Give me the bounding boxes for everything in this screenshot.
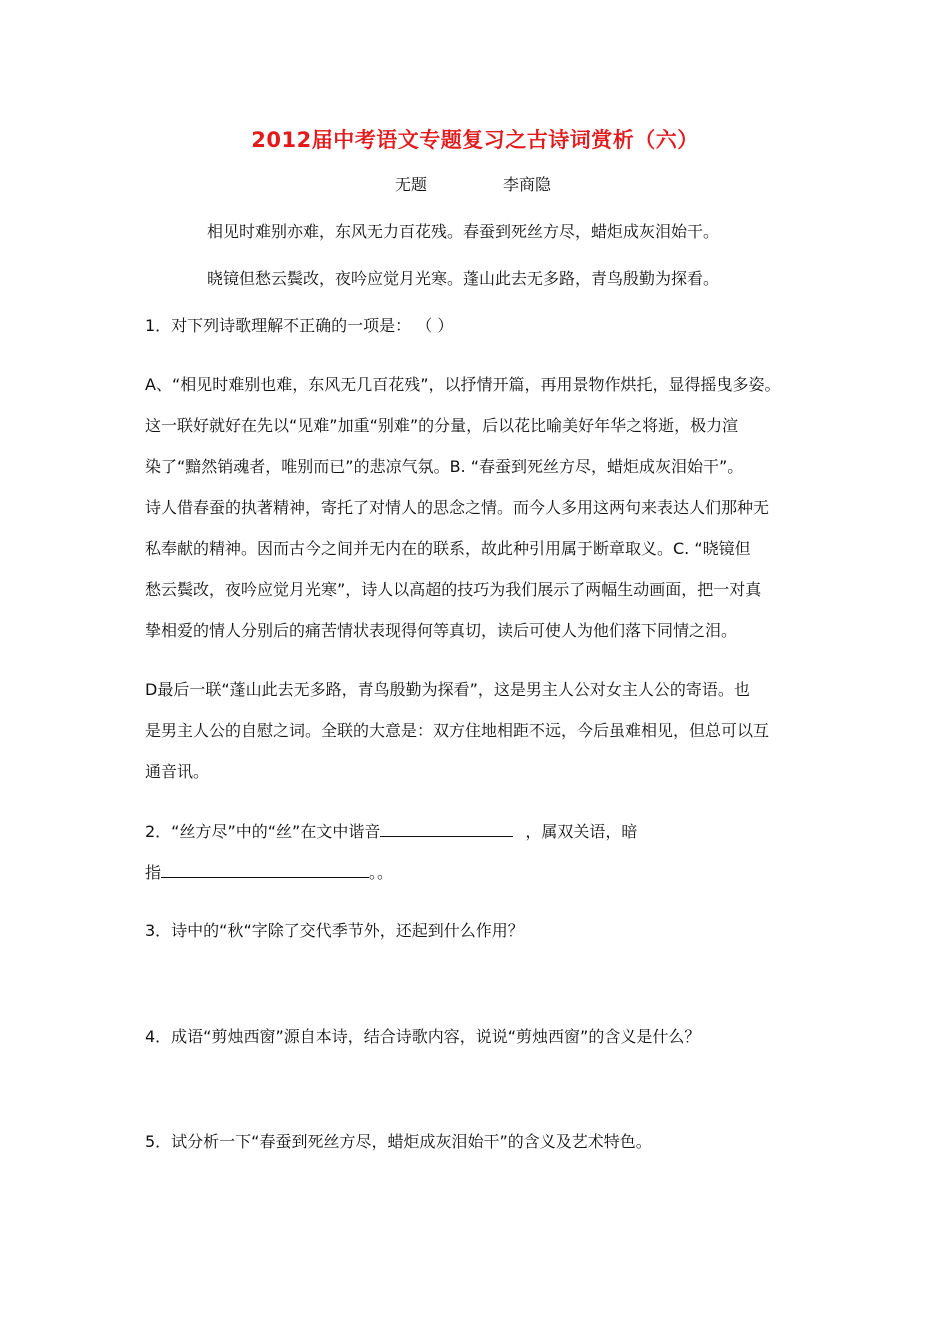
- answer-blank-meaning[interactable]: [161, 861, 369, 878]
- poem-heading: [395, 174, 551, 196]
- question-1-text-line: 这一联好就好在先以“见难”加重“别难”的分量，后以花比喻美好年华之将逝，极力渲: [145, 416, 739, 435]
- question-3: 3．诗中的“秋“字除了交代季节外，还起到什么作用？: [145, 921, 524, 940]
- poem-author: 李商隐: [503, 175, 552, 194]
- question-5: 5．试分析一下“春蚕到死丝方尽，蜡炬成灰泪始干”的含义及艺术特色。: [145, 1132, 652, 1151]
- question-1-option-d-line: D最后一联“蓬山此去无多路，青鸟殷勤为探看”，这是男主人公对女主人公的寄语。也: [145, 680, 750, 699]
- question-2-text: 指: [145, 863, 162, 882]
- question-1-option-d-line: 是男主人公的自慰之词。全联的大意是：双方住地相距不远，今后虽难相见，但总可以互: [145, 721, 770, 740]
- question-2-text: 2．“丝方尽”中的“丝”在文中谐音: [145, 822, 381, 841]
- poem-name: 无题: [395, 175, 428, 194]
- question-1-text-line: 染了“黯然销魂者，唯别而已”的悲凉气氛。B. “春蚕到死丝方尽，蜡炬成灰泪始干”。: [145, 457, 744, 476]
- document-title: 2012届中考语文专题复习之古诗词赏析（六）: [251, 128, 699, 152]
- question-1-text-line: 愁云鬓改，夜吟应觉月光寒”，诗人以高超的技巧为我们展示了两幅生动画面，把一对真: [145, 580, 762, 599]
- question-2-line-2: [145, 861, 393, 884]
- question-2-text: ，属双关语，暗: [525, 822, 638, 841]
- answer-blank-homophone[interactable]: [380, 820, 513, 837]
- question-1-stem: 1．对下列诗歌理解不正确的一项是： （ ）: [145, 316, 454, 335]
- question-1-option-d-line: 通音讯。: [145, 762, 210, 781]
- question-2-text: 。。: [369, 863, 394, 882]
- question-1-text-line: 诗人借春蚕的执著精神，寄托了对情人的思念之情。而今人多用这两句来表达人们那种无: [145, 498, 770, 517]
- question-2-line-1: [145, 820, 637, 843]
- poem-line-2: 晓镜但愁云鬓改，夜吟应觉月光寒。蓬山此去无多路，青鸟殷勤为探看。: [207, 269, 720, 288]
- question-1-text-line: A、“相见时难别也难，东风无几百花残”，以抒情开篇，再用景物作烘托，显得摇曳多姿。: [145, 375, 781, 394]
- question-1-text-line: 私奉献的精神。因而古今之间并无内在的联系，故此种引用属于断章取义。C. “晓镜但: [145, 539, 751, 558]
- poem-line-1: 相见时难别亦难，东风无力百花残。春蚕到死丝方尽，蜡炬成灰泪始干。: [207, 222, 720, 241]
- question-4: 4．成语“剪烛西窗”源自本诗，结合诗歌内容，说说“剪烛西窗”的含义是什么？: [145, 1027, 701, 1046]
- question-1-text-line: 挚相爱的情人分别后的痛苦情状表现得何等真切，读后可使人为他们落下同情之泪。: [145, 621, 738, 640]
